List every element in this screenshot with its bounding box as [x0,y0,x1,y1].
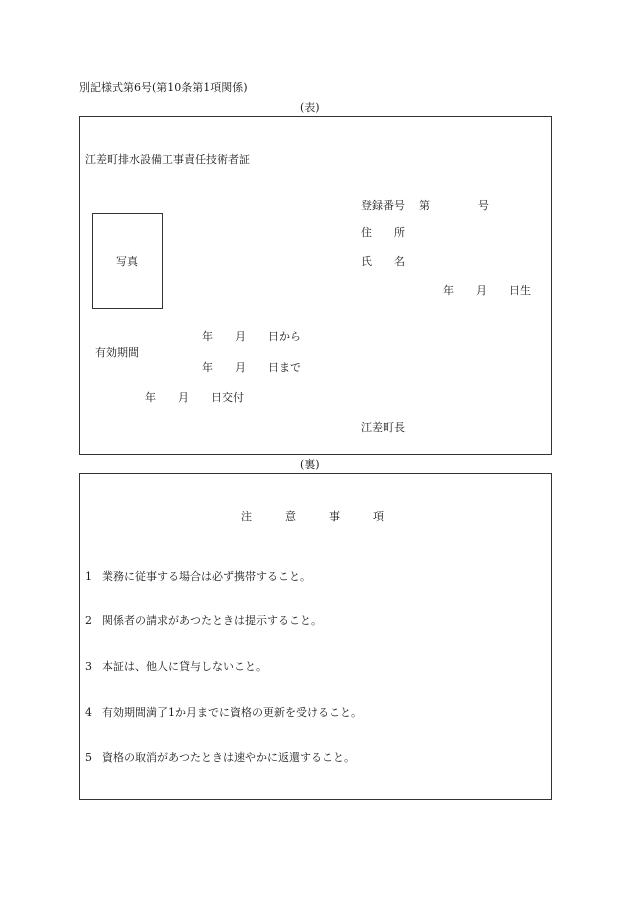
issued-date-line: 年 月 日交付 [145,391,244,404]
note-number: 3 [85,660,92,673]
photo-label: 写真 [116,255,138,268]
certificate-title: 江差町排水設備工事責任技術者証 [85,153,250,166]
issuer-name: 江差町長 [361,421,405,434]
valid-period-label: 有効期間 [95,346,139,359]
note-number: 5 [85,751,92,764]
front-label: (表) [300,101,320,114]
registration-suffix: 号 [478,199,489,212]
notes-heading: 注 意 事 項 [241,510,384,523]
note-text: 資格の取消があつたときは速やかに返還すること。 [102,751,355,764]
address-label: 住 所 [361,226,405,239]
birth-date-line: 年 月 日生 [443,284,531,297]
note-number: 2 [85,614,92,627]
form-title: 別記様式第6号(第10条第1項関係) [79,81,248,94]
name-label: 氏 名 [361,255,405,268]
valid-to-line: 年 月 日まで [202,361,301,374]
note-text: 関係者の請求があつたときは提示すること。 [102,614,322,627]
registration-label: 登録番号 [361,199,405,212]
registration-prefix: 第 [419,199,430,212]
note-text: 本証は、他人に貸与しないこと。 [102,660,267,673]
note-text: 有効期間満了1か月までに資格の更新を受けること。 [102,706,362,719]
valid-from-line: 年 月 日から [202,330,301,343]
note-number: 4 [85,706,92,719]
back-label: (裏) [300,458,320,471]
note-number: 1 [85,570,92,583]
note-text: 業務に従事する場合は必ず携帯すること。 [102,570,311,583]
